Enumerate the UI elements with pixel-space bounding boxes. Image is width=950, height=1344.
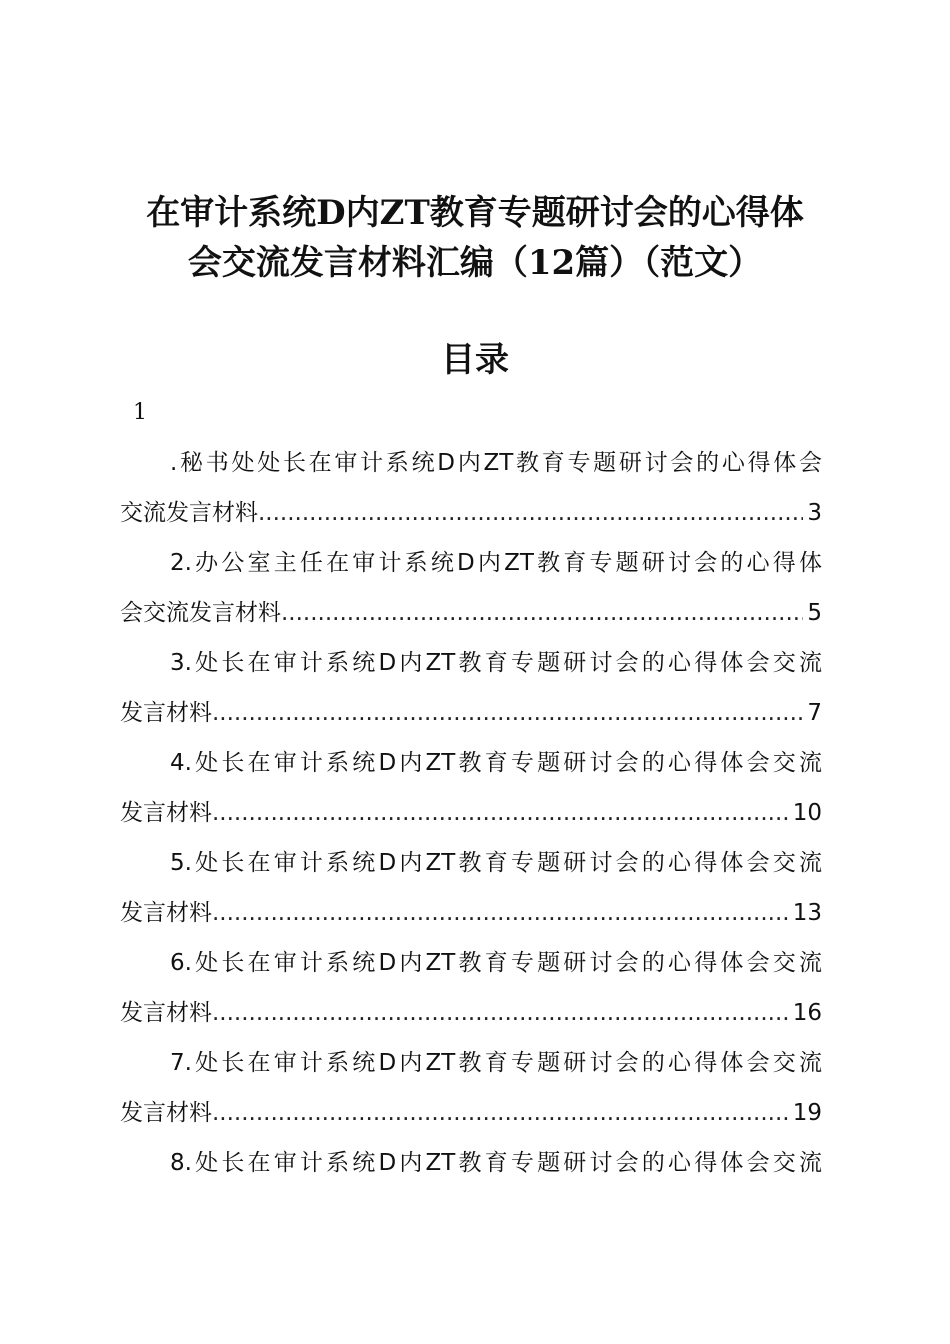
toc-entry[interactable] <box>120 1038 822 1138</box>
toc-entry-title: 4.处长在审计系统D内ZT教育专题研讨会的心得体会交流 <box>170 750 822 776</box>
toc-entry[interactable] <box>120 738 822 838</box>
toc-entry-title-continued: 发言材料 <box>120 1100 212 1126</box>
toc-entry-continuation <box>120 488 822 538</box>
toc-entry-continuation <box>120 788 822 838</box>
toc-dot-leader <box>258 488 803 538</box>
toc-page-number: 16 <box>792 1000 822 1026</box>
toc-entry[interactable] <box>120 938 822 1038</box>
toc-page-number: 10 <box>792 800 822 826</box>
toc-heading: 目录 <box>441 340 509 380</box>
toc-entry-title-continued: 发言材料 <box>120 700 212 726</box>
toc-entry-title-continued: 发言材料 <box>120 800 212 826</box>
toc-dot-leader <box>212 788 789 838</box>
toc-dot-leader <box>281 588 803 638</box>
table-of-contents <box>120 438 822 1188</box>
toc-dot-leader <box>212 688 803 738</box>
toc-page-number: 19 <box>792 1100 822 1126</box>
toc-dot-leader <box>212 888 789 938</box>
toc-entry[interactable] <box>120 1138 822 1188</box>
toc-entry-title-continued: 发言材料 <box>120 1000 212 1026</box>
toc-dot-leader <box>212 1088 789 1138</box>
toc-entry-title: .秘书处处长在审计系统D内ZT教育专题研讨会的心得体会 <box>170 450 822 476</box>
toc-entry-continuation <box>120 1088 822 1138</box>
document-title-line-2: 会交流发言材料汇编（12篇）（范文） <box>187 243 763 283</box>
toc-entry-continuation <box>120 988 822 1038</box>
toc-entry-title: 5.处长在审计系统D内ZT教育专题研讨会的心得体会交流 <box>170 850 822 876</box>
toc-entry-title-continued: 交流发言材料 <box>120 500 258 526</box>
toc-entry-title: 6.处长在审计系统D内ZT教育专题研讨会的心得体会交流 <box>170 950 822 976</box>
toc-marker: 1 <box>133 400 147 425</box>
toc-entry[interactable] <box>120 538 822 638</box>
toc-entry-continuation <box>120 588 822 638</box>
toc-page-number: 3 <box>807 500 822 526</box>
toc-page-number: 7 <box>807 700 822 726</box>
toc-entry-title: 2.办公室主任在审计系统D内ZT教育专题研讨会的心得体 <box>170 550 822 576</box>
toc-entry[interactable] <box>120 838 822 938</box>
toc-entry-title: 7.处长在审计系统D内ZT教育专题研讨会的心得体会交流 <box>170 1050 822 1076</box>
document-title <box>95 188 855 288</box>
toc-dot-leader <box>212 988 789 1038</box>
toc-entry-title-continued: 发言材料 <box>120 900 212 926</box>
toc-page-number: 5 <box>807 600 822 626</box>
toc-entry[interactable] <box>120 438 822 538</box>
toc-entry-title: 3.处长在审计系统D内ZT教育专题研讨会的心得体会交流 <box>170 650 822 676</box>
toc-entry-continuation <box>120 888 822 938</box>
toc-page-number: 13 <box>792 900 822 926</box>
toc-entry[interactable] <box>120 638 822 738</box>
toc-entry-continuation <box>120 688 822 738</box>
toc-entry-title: 8.处长在审计系统D内ZT教育专题研讨会的心得体会交流 <box>170 1150 822 1176</box>
document-title-line-1: 在审计系统D内ZT教育专题研讨会的心得体 <box>146 193 804 233</box>
toc-entry-title-continued: 会交流发言材料 <box>120 600 281 626</box>
